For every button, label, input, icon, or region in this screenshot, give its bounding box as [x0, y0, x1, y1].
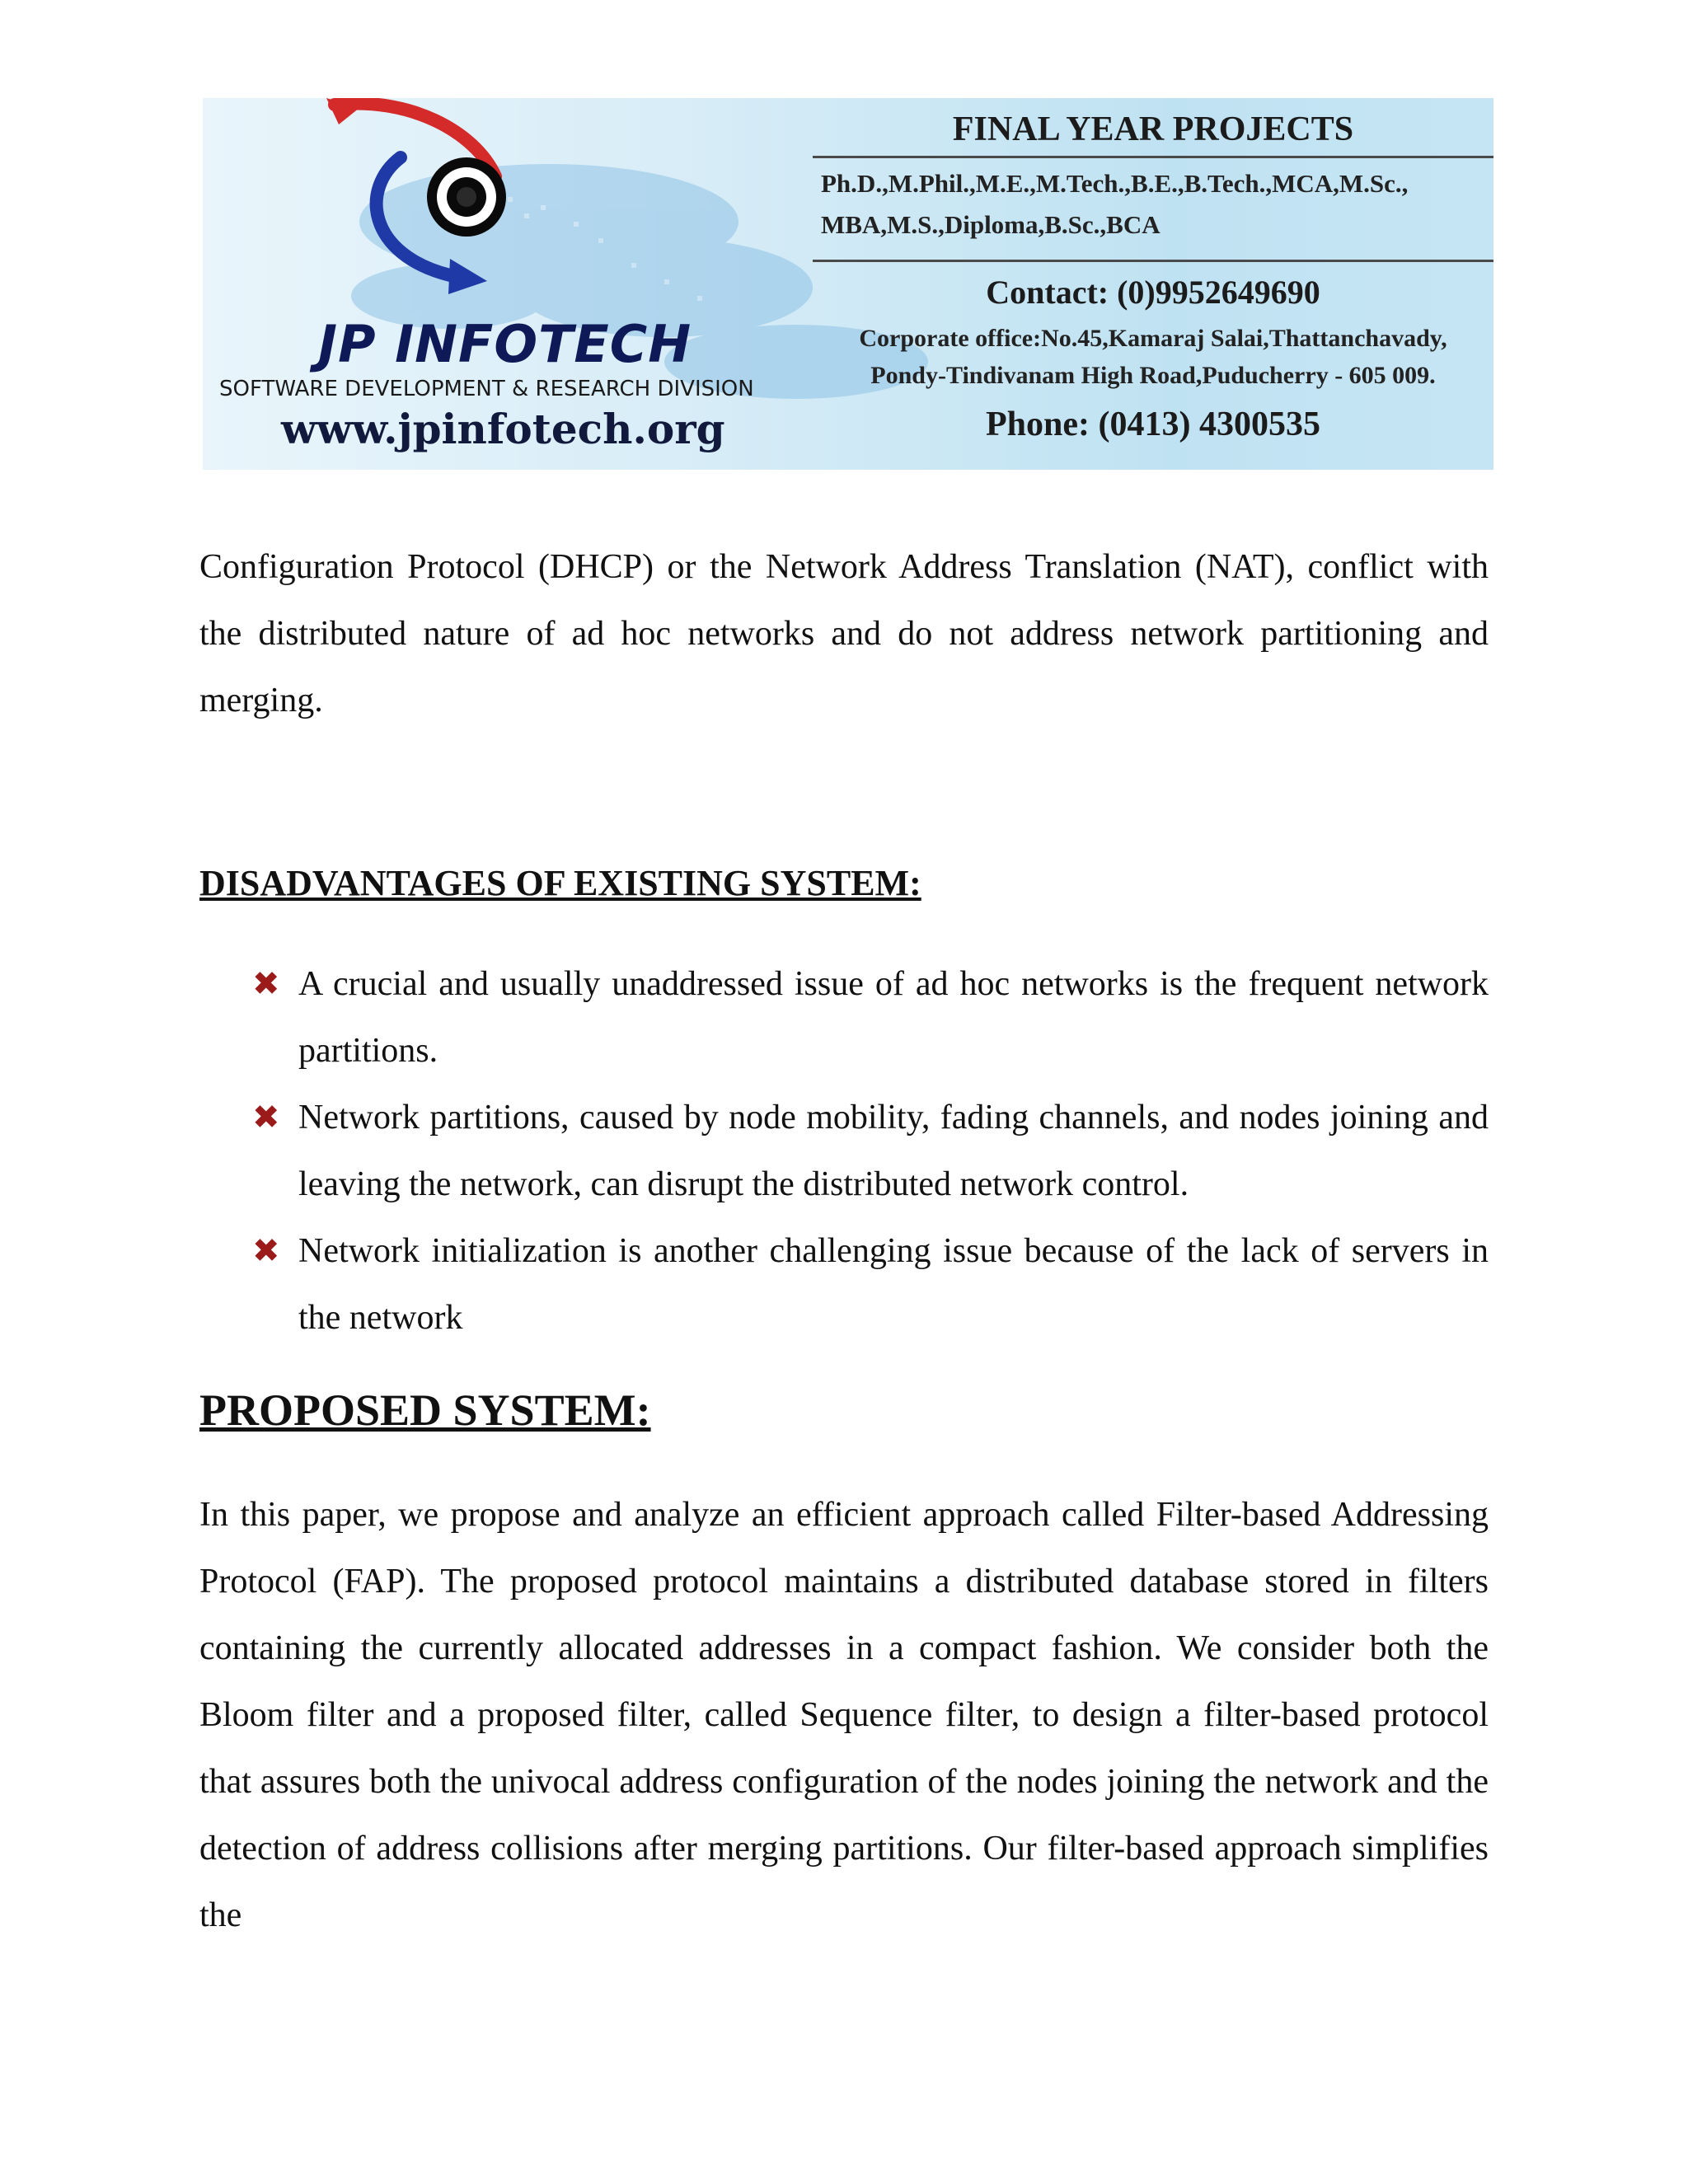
cross-mark-icon: ✖ [252, 1232, 280, 1270]
list-item [252, 1218, 1489, 1352]
banner-heading: FINAL YEAR PROJECTS [952, 110, 1354, 148]
degrees-line-1: Ph.D.,M.Phil.,M.E.,M.Tech.,B.E.,B.Tech.,MCA,M.Sc., [821, 169, 1409, 198]
list-item [252, 1085, 1489, 1218]
cross-mark-icon: ✖ [252, 965, 280, 1003]
list-item-text: A crucial and usually unaddressed issue of ad hoc networks is the frequent network partitions. [298, 965, 1489, 1070]
address-line-1: Corporate office:No.45,Kamaraj Salai,Thattanchavady, [859, 325, 1447, 352]
proposed-system-paragraph: In this paper, we propose and analyze an efficient approach called Filter-based Addressing Protocol (FAP). The proposed protocol maintains a distributed database stored in filters containing the currently allocated addresses in a compact fashion. We consider both the Bloom filter and a proposed filter, called Sequence filter, to design a filter-based protocol that assures both the univocal address configuration of the nodes joining the network and the detection of address collisions after merging partitions. Our filter-based approach simplifies the [199, 1496, 1489, 1934]
phone-number: Phone: (0413) 4300535 [986, 405, 1320, 443]
disadvantages-list [252, 951, 1489, 1352]
jp-infotech-logo-icon [203, 98, 615, 312]
banner-brand-area [203, 98, 829, 470]
list-item-text: Network partitions, caused by node mobility, fading channels, and nodes joining and leaving the network, can disrupt the distributed network control. [298, 1099, 1489, 1203]
banner-info-area [813, 98, 1493, 470]
proposed-system-heading: PROPOSED SYSTEM: [199, 1385, 651, 1435]
degrees-line-2: MBA,M.S.,Diploma,B.Sc.,BCA [821, 210, 1160, 239]
list-item-text: Network initialization is another challenging issue because of the lack of servers in the network [298, 1232, 1489, 1337]
cross-mark-icon: ✖ [252, 1099, 280, 1137]
brand-name: JP INFOTECH [318, 314, 692, 374]
banner-divider-top [813, 156, 1493, 158]
address-line-2: Pondy-Tindivanam High Road,Puducherry - 605 009. [870, 362, 1436, 389]
disadvantages-heading: DISADVANTAGES OF EXISTING SYSTEM: [199, 863, 921, 903]
list-item [252, 951, 1489, 1085]
brand-url-link[interactable]: www.jpinfotech.org [281, 405, 725, 453]
header-banner [203, 98, 1493, 470]
brand-tagline: SOFTWARE DEVELOPMENT & RESEARCH DIVISION [219, 377, 754, 401]
contact-number: Contact: (0)9952649690 [986, 274, 1320, 311]
banner-divider-bottom [813, 260, 1493, 262]
intro-paragraph: Configuration Protocol (DHCP) or the Network Address Translation (NAT), conflict with the distributed nature of ad hoc networks and do not address network partitioning and merging. [199, 548, 1489, 719]
